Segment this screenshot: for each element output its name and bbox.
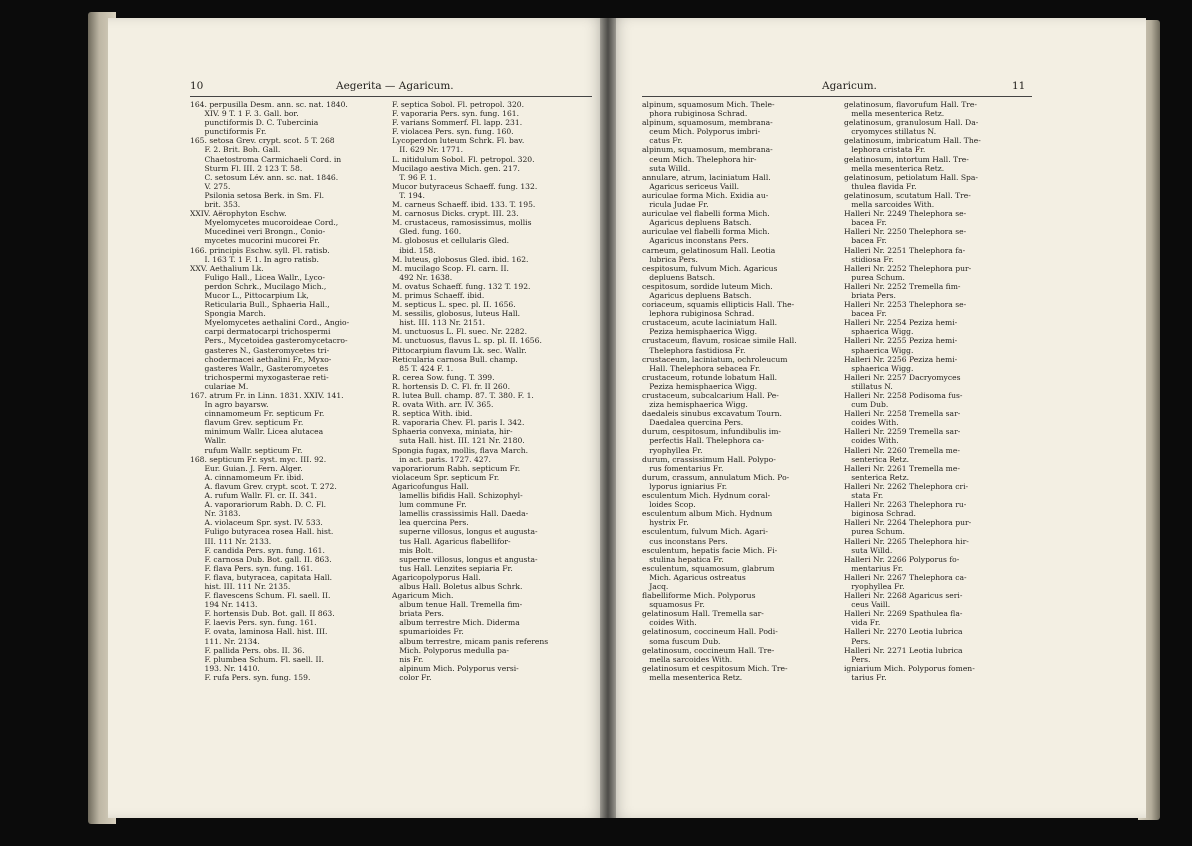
text-line: crustaceum, subcalcarium Hall. Pe- <box>642 391 779 400</box>
text-line: F. plumbea Schum. Fl. saell. II. <box>190 654 324 664</box>
text-line: Mucedinei veri Brongn., Conio- <box>190 227 326 237</box>
text-column-1 <box>190 100 386 682</box>
text-line: Halleri Nr. 2258 Tremella sar- <box>844 409 961 419</box>
right-page <box>608 18 1146 818</box>
text-line: Spongia March. <box>190 309 266 319</box>
text-line: bacea Fr. <box>844 236 887 246</box>
text-line: M. crustaceus, ramosissimus, mollis <box>392 218 532 228</box>
text-line: XXIV. Aërophyton Eschw. <box>190 209 287 219</box>
text-line: Halleri Nr. 2259 Tremella sar- <box>844 427 961 437</box>
text-line: Halleri Nr. 2252 Thelephora pur- <box>844 263 972 273</box>
text-line: tus Hall. Lenzites sepiaria Fr. <box>392 563 513 573</box>
text-line: briata Pers. <box>392 609 444 619</box>
text-line: gasteres Wallr., Gasteromycetes <box>190 363 329 373</box>
text-line: 85 T. 424 F. 1. <box>392 363 454 373</box>
text-line: superne villosus, longus et angusta- <box>392 554 538 564</box>
text-line: 492 Nr. 1638. <box>392 272 453 282</box>
text-line: Reticularia carnosa Bull. champ. <box>392 354 518 364</box>
text-line: Thelephora fastidiosa Fr. <box>642 345 746 355</box>
text-line: F. rufa Pers. syn. fung. 159. <box>190 672 311 682</box>
text-line: Halleri Nr. 2260 Tremella me- <box>844 445 960 455</box>
text-line: A. vaporariorum Rabh. D. C. Fl. <box>190 500 327 510</box>
text-line: Halleri Nr. 2261 Tremella me- <box>844 463 960 473</box>
text-line: R. ovata With. arr. IV. 365. <box>392 400 494 410</box>
text-line: auriculae vel flabelli forma Mich. <box>642 209 770 219</box>
text-line: stidiosa Fr. <box>844 254 894 264</box>
text-line: L. nitidulum Sobol. Fl. petropol. 320. <box>392 154 535 164</box>
text-line: Agaricum Mich. <box>392 591 454 601</box>
text-column-1 <box>642 100 834 682</box>
text-line: F. violacea Pers. syn. fung. 160. <box>392 127 514 137</box>
text-line: gelatinosum Hall. Tremella sar- <box>642 609 764 619</box>
text-line: rus fomentarius Fr. <box>642 463 724 473</box>
text-line: annulare, atrum, laciniatum Hall. <box>642 172 771 182</box>
text-line: carpi dermatocarpi trichospermi <box>190 327 331 337</box>
text-line: F. carnosa Dub. Bot. gall. II. 863. <box>190 554 332 564</box>
text-line: in act. paris. 1727. 427. <box>392 454 491 464</box>
text-line: Agaricus inconstans Pers. <box>642 236 749 246</box>
text-line: ceum Mich. Polyporus imbri- <box>642 127 761 137</box>
text-line: Agaricus sericeus Vaill. <box>642 181 740 191</box>
running-title: Agaricum. <box>822 80 877 92</box>
text-line: carneum, gelatinosum Hall. Leotia <box>642 245 776 255</box>
text-line: vaporariorum Rabh. septicum Fr. <box>392 463 521 473</box>
text-column-2 <box>392 100 592 682</box>
text-line: perfectis Hall. Thelephora ca- <box>642 436 765 446</box>
text-line: C. setosum Lév. ann. sc. nat. 1846. <box>190 172 339 182</box>
text-line: gelatinosum, coccineum Hall. Tre- <box>642 645 775 655</box>
text-line: Daedalea quercina Pers. <box>642 418 744 428</box>
text-line: auriculae vel flabelli forma Mich. <box>642 227 770 237</box>
text-line: Chaetostroma Carmichaeli Cord. in <box>190 154 342 164</box>
text-line: Gled. fung. 160. <box>392 227 462 237</box>
text-line: spumarioides Fr. <box>392 627 464 637</box>
text-line: Sturm Fl. III. 2 123 T. 58. <box>190 163 303 173</box>
text-line: hist. III. 113 Nr. 2151. <box>392 318 486 328</box>
text-line: catus Fr. <box>642 136 683 146</box>
text-line: A. violaceum Spr. syst. IV. 533. <box>190 518 323 528</box>
text-line: cum Dub. <box>844 400 889 410</box>
text-line: Peziza hemisphaerica Wigg. <box>642 381 758 391</box>
page-number: 10 <box>190 80 204 92</box>
text-line: vida Fr. <box>844 618 881 628</box>
text-line: Halleri Nr. 2258 Podisoma fus- <box>844 391 963 400</box>
text-line: F. laevis Pers. syn. fung. 161. <box>190 618 317 628</box>
left-page <box>108 18 608 818</box>
text-line: cinnamomeum Fr. septicum Fr. <box>190 409 325 419</box>
text-line: esculentum album Mich. Hydnum <box>642 509 773 519</box>
text-column-2 <box>844 100 1036 682</box>
text-line: bacea Fr. <box>844 218 887 228</box>
text-line: Nr. 3183. <box>190 509 241 519</box>
text-line: ceum Mich. Thelephora hir- <box>642 154 757 164</box>
text-line: igniarium Mich. Polyporus fomen- <box>844 663 975 673</box>
text-line: sphaerica Wigg. <box>844 345 914 355</box>
text-line: M. unctuosus L. Fl. suec. Nr. 2282. <box>392 327 528 337</box>
text-line: culariae M. <box>190 381 249 391</box>
text-line: hystrix Fr. <box>642 518 689 528</box>
text-line: ricula Judae Fr. <box>642 200 709 210</box>
text-line: I. 163 T. 1 F. 1. In agro ratisb. <box>190 254 319 264</box>
text-line: Pers. <box>844 636 871 646</box>
text-line: Mich. Agaricus ostreatus <box>642 572 746 582</box>
text-line: M. ovatus Schaeff. fung. 132 T. 192. <box>392 281 531 291</box>
text-line: ziza hemisphaerica Wigg. <box>642 400 748 410</box>
text-line: 111. Nr. 2134. <box>190 636 260 646</box>
text-line: purea Schum. <box>844 272 905 282</box>
text-line: Halleri Nr. 2268 Agaricus seri- <box>844 591 963 601</box>
text-line: Myelomycetes aethalini Cord., Angio- <box>190 318 350 328</box>
text-line: Halleri Nr. 2269 Spathulea fla- <box>844 609 963 619</box>
text-line: flavum Grev. septicum Fr. <box>190 418 304 428</box>
text-line: depluens Batsch. <box>642 272 716 282</box>
text-line: Agaricofungus Hall. <box>392 481 469 491</box>
text-line: squamosus Fr. <box>642 600 705 610</box>
text-line: mentarius Fr. <box>844 563 904 573</box>
text-line: punctiformis Fr. <box>190 127 267 137</box>
text-line: lubrica Pers. <box>642 254 698 264</box>
text-line: M. carneus Schaeff. ibid. 133. T. 195. <box>392 200 536 210</box>
text-line: thulea flavida Fr. <box>844 181 917 191</box>
text-line: suta Hall. hist. III. 121 Nr. 2180. <box>392 436 525 446</box>
text-line: crustaceum, acute laciniatum Hall. <box>642 318 778 328</box>
text-line: A. rufum Wallr. Fl. cr. II. 341. <box>190 491 317 501</box>
text-line: Halleri Nr. 2249 Thelephora se- <box>844 209 967 219</box>
text-line: minimum Wallr. Licea alutacea <box>190 427 324 437</box>
text-line: album tenue Hall. Tremella fim- <box>392 600 523 610</box>
text-line: Reticularia Bull., Sphaeria Hall., <box>190 300 330 310</box>
text-line: III. 111 Nr. 2133. <box>190 536 272 546</box>
text-line: tarius Fr. <box>844 672 887 682</box>
text-line: Spongia fugax, mollis, flava March. <box>392 445 529 455</box>
text-line: Agaricopolyporus Hall. <box>392 572 481 582</box>
text-line: tus Hall. Agaricus flabellifor- <box>392 536 511 546</box>
text-line: gelatinosum, coccineum Hall. Podi- <box>642 627 778 637</box>
text-line: Pittocarpium flavum Lk. sec. Wallr. <box>392 345 527 355</box>
text-line: F. candida Pers. syn. fung. 161. <box>190 545 325 555</box>
text-line: stulina hepatica Fr. <box>642 554 724 564</box>
text-line: F. hortensis Dub. Bot. gall. II 863. <box>190 609 335 619</box>
text-line: Mucor L., Pittocarpium Lk, <box>190 290 309 300</box>
text-line: M. primus Schaeff. ibid. <box>392 290 485 300</box>
text-line: soma fuscum Dub. <box>642 636 721 646</box>
text-line: daedaleis sinubus excavatum Tourn. <box>642 409 782 419</box>
text-line: esculentum, squamosum, glabrum <box>642 563 775 573</box>
text-line: T. 194. <box>392 190 425 200</box>
text-line: Mich. Polyporus medulla pa- <box>392 645 509 655</box>
text-line: Halleri Nr. 2266 Polyporus fo- <box>844 554 960 564</box>
text-line: 166. principis Eschw. syll. Fl. ratisb. <box>190 245 330 255</box>
text-line: Mucor butyraceus Schaeff. fung. 132. <box>392 181 538 191</box>
text-line: Agaricus depluens Batsch. <box>642 290 752 300</box>
text-line: alpinum, squamosum Mich. Thele- <box>642 100 775 109</box>
text-line: Sphaeria convexa, miniata, hir- <box>392 427 513 437</box>
text-line: ryophyllea Fr. <box>642 445 703 455</box>
text-line: crustaceum, rotunde lobatum Hall. <box>642 372 778 382</box>
text-line: F. vaporaria Pers. syn. fung. 161. <box>392 109 520 119</box>
text-line: nis Fr. <box>392 654 424 664</box>
text-line: suta Willd. <box>642 163 691 173</box>
text-line: Halleri Nr. 2251 Thelephora fa- <box>844 245 966 255</box>
text-line: cespitosum, fulvum Mich. Agaricus <box>642 263 778 273</box>
text-line: Halleri Nr. 2271 Leotia lubrica <box>844 645 963 655</box>
text-line: In agro bayarsw. <box>190 400 269 410</box>
text-line: 167. atrum Fr. in Linn. 1831. XXIV. 141. <box>190 391 344 400</box>
text-line: mella mesenterica Retz. <box>844 109 945 119</box>
text-line: A. cinnamomeum Fr. ibid. <box>190 472 304 482</box>
text-line: brit. 353. <box>190 200 241 210</box>
text-line: lum commune Fr. <box>392 500 467 510</box>
text-line: mycetes mucorini mucorei Fr. <box>190 236 320 246</box>
text-line: ceus Vaill. <box>844 600 891 610</box>
text-line: R. vaporaria Chev. Fl. paris I. 342. <box>392 418 525 428</box>
text-line: stillatus N. <box>844 381 893 391</box>
text-line: sphaerica Wigg. <box>844 363 914 373</box>
text-line: senterica Retz. <box>844 454 909 464</box>
text-line: mella mesenterica Retz. <box>642 672 743 682</box>
text-line: Halleri Nr. 2270 Leotia lubrica <box>844 627 963 637</box>
text-line: mis Bolt. <box>392 545 434 555</box>
text-line: flabelliforme Mich. Polyporus <box>642 591 756 601</box>
text-line: Fuligo butyracea rosea Hall. hist. <box>190 527 334 537</box>
text-line: gelatinosum et cespitosum Mich. Tre- <box>642 663 788 673</box>
text-line: XXV. Aethalium Lk. <box>190 263 264 273</box>
text-line: album terrestre Mich. Diderma <box>392 618 520 628</box>
text-line: F. flava Pers. syn. fung. 161. <box>190 563 313 573</box>
text-line: lamellis crassissimis Hall. Daeda- <box>392 509 529 519</box>
text-line: bacea Fr. <box>844 309 887 319</box>
text-line: hist. III. 111 Nr. 2135. <box>190 581 291 591</box>
text-line: auriculae forma Mich. Exidia au- <box>642 190 769 200</box>
page-number: 11 <box>1012 80 1026 92</box>
text-line: loides Scop. <box>642 500 696 510</box>
text-line: mella mesenterica Retz. <box>844 163 945 173</box>
text-line: gelatinosum, petiolatum Hall. Spa- <box>844 172 978 182</box>
text-line: gelatinosum, scutatum Hall. Tre- <box>844 190 971 200</box>
text-line: Halleri Nr. 2252 Tremella fim- <box>844 281 961 291</box>
text-line: Pers., Mycetoidea gasteromycetacro- <box>190 336 348 346</box>
text-line: lephora rubiginosa Schrad. <box>642 309 755 319</box>
text-line: durum, crassum, annulatum Mich. Po- <box>642 472 790 482</box>
text-line: M. mucilago Scop. Fl. carn. II. <box>392 263 509 273</box>
text-line: crustaceum, flavum, rosicae simile Hall. <box>642 336 797 346</box>
text-line: gelatinosum, flavorufum Hall. Tre- <box>844 100 977 109</box>
text-line: punctiformis D. C. Tubercinia <box>190 118 319 128</box>
text-line: M. septicus L. spec. pl. II. 1656. <box>392 300 516 310</box>
text-line: 165. setosa Grev. crypt. scot. 5 T. 268 <box>190 136 335 146</box>
text-line: biginosa Schrad. <box>844 509 916 519</box>
text-line: F. pallida Pers. obs. II. 36. <box>190 645 305 655</box>
text-line: Halleri Nr. 2257 Dacryomyces <box>844 372 961 382</box>
text-line: gelatinosum, granulosum Hall. Da- <box>844 118 979 128</box>
text-line: cespitosum, sordide luteum Mich. <box>642 281 773 291</box>
text-line: F. septica Sobol. Fl. petropol. 320. <box>392 100 525 109</box>
text-line: Halleri Nr. 2263 Thelephora ru- <box>844 500 967 510</box>
text-line: Halleri Nr. 2267 Thelephora ca- <box>844 572 967 582</box>
text-line: 164. perpusilla Desm. ann. sc. nat. 1840. <box>190 100 348 109</box>
text-line: R. septica With. ibid. <box>392 409 473 419</box>
text-line: durum, crassissimum Hall. Polypo- <box>642 454 776 464</box>
text-line: Halleri Nr. 2265 Thelephora hir- <box>844 536 969 546</box>
text-line: Halleri Nr. 2262 Thelephora cri- <box>844 481 969 491</box>
text-line: ryophyllea Fr. <box>844 581 905 591</box>
text-line: Hall. Thelephora sebacea Fr. <box>642 363 761 373</box>
text-line: Eur. Guian. J. Fern. Alger. <box>190 463 303 473</box>
text-line: alpinum Mich. Polyporus versi- <box>392 663 519 673</box>
text-line: coriaceum, squamis ellipticis Hall. The- <box>642 300 795 310</box>
text-line: phora rubiginosa Schrad. <box>642 109 748 119</box>
text-line: cryomyces stillatus N. <box>844 127 937 137</box>
text-line: albus Hall. Boletus albus Schrk. <box>392 581 523 591</box>
text-line: F. varians Sommerf. Fl. lapp. 231. <box>392 118 523 128</box>
text-line: gelatinosum, intortum Hall. Tre- <box>844 154 969 164</box>
text-line: coides With. <box>844 436 899 446</box>
text-line: perdon Schrk., Mucilago Mich., <box>190 281 327 291</box>
text-line: R. lutea Bull. champ. 87. T. 380. F. 1. <box>392 391 534 400</box>
text-line: M. unctuosus, flavus L. sp. pl. II. 1656. <box>392 336 542 346</box>
text-line: 193. Nr. 1410. <box>190 663 260 673</box>
text-line: R. hortensis D. C. Fl. fr. II 260. <box>392 381 511 391</box>
text-line: album terrestre, micam panis referens <box>392 636 549 646</box>
text-line: esculentum, hepatis facie Mich. Fi- <box>642 545 778 555</box>
text-line: trichospermi myxogasterae reti- <box>190 372 329 382</box>
text-line: purea Schum. <box>844 527 905 537</box>
text-line: esculentum, fulvum Mich. Agari- <box>642 527 768 537</box>
text-line: V. 275. <box>190 181 231 191</box>
text-line: briata Pers. <box>844 290 896 300</box>
text-line: M. carnosus Dicks. crypt. III. 23. <box>392 209 519 219</box>
text-line: XIV. 9 T. 1 F. 3. Gall. bor. <box>190 109 299 119</box>
text-line: Halleri Nr. 2264 Thelephora pur- <box>844 518 972 528</box>
text-line: R. cerea Sow. fung. T. 399. <box>392 372 495 382</box>
text-line: coides With. <box>844 418 899 428</box>
text-line: Halleri Nr. 2255 Peziza hemi- <box>844 336 958 346</box>
text-line: ibid. 158. <box>392 245 436 255</box>
text-line: lephora cristata Fr. <box>844 145 926 155</box>
text-line: chodermacei aethalini Fr., Myxo- <box>190 354 332 364</box>
text-line: Myelomycetes mucoroideae Cord., <box>190 218 339 228</box>
text-line: lyporus igniarius Fr. <box>642 481 728 491</box>
text-line: lamellis bifidis Hall. Schizophyl- <box>392 491 523 501</box>
text-line: Halleri Nr. 2256 Peziza hemi- <box>844 354 958 364</box>
text-line: senterica Retz. <box>844 472 909 482</box>
text-line: Peziza hemisphaerica Wigg. <box>642 327 758 337</box>
text-line: esculentum Mich. Hydnum coral- <box>642 491 771 501</box>
text-line: M. globosus et cellularis Gled. <box>392 236 510 246</box>
text-line: durum, cespitosum, infundibulis im- <box>642 427 781 437</box>
text-line: stata Fr. <box>844 491 884 501</box>
text-line: superne villosus, longus et augusta- <box>392 527 538 537</box>
text-line: gasteres N., Gasteromycetes tri- <box>190 345 330 355</box>
text-line: suta Willd. <box>844 545 893 555</box>
text-line: gelatinosum, imbricatum Hall. The- <box>844 136 981 146</box>
text-line: II. 629 Nr. 1771. <box>392 145 463 155</box>
text-line: violaceum Spr. septicum Fr. <box>392 472 500 482</box>
text-line: sphaerica Wigg. <box>844 327 914 337</box>
text-line: rufum Wallr. septicum Fr. <box>190 445 303 455</box>
book-gutter <box>600 18 616 818</box>
text-line: Halleri Nr. 2254 Peziza hemi- <box>844 318 958 328</box>
text-line: Halleri Nr. 2250 Thelephora se- <box>844 227 967 237</box>
text-line: 168. septicum Fr. syst. myc. III. 92. <box>190 454 327 464</box>
text-line: color Fr. <box>392 672 432 682</box>
text-line: Agaricus depluens Batsch. <box>642 218 752 228</box>
text-line: Pers. <box>844 654 871 664</box>
text-line: Wallr. <box>190 436 227 446</box>
text-line: Mucilago aestiva Mich. gen. 217. <box>392 163 520 173</box>
text-line: lea quercina Pers. <box>392 518 469 528</box>
text-line: crustaceum, laciniatum, ochroleucum <box>642 354 788 364</box>
text-line: Psilonia setosa Berk. in Sm. Fl. <box>190 190 325 200</box>
running-title: Aegerita — Agaricum. <box>336 80 454 92</box>
text-line: T. 96 F. 1. <box>392 172 437 182</box>
text-line: alpinum, squamosum, membrana- <box>642 145 773 155</box>
text-line: Fuligo Hall., Licea Wallr., Lyco- <box>190 272 325 282</box>
text-line: alpinum, squamosum, membrana- <box>642 118 773 128</box>
text-line: F. flava, butyracea, capitata Hall. <box>190 572 333 582</box>
text-line: Jacq. <box>642 581 669 591</box>
text-line: Lycoperdon luteum Schrk. Fl. bav. <box>392 136 525 146</box>
text-line: M. sessilis, globosus, luteus Hall. <box>392 309 521 319</box>
text-line: Halleri Nr. 2253 Thelephora se- <box>844 300 967 310</box>
header-rule <box>190 96 592 97</box>
text-line: F. 2. Brit. Boh. Gall. <box>190 145 281 155</box>
text-line: coides With. <box>642 618 697 628</box>
text-line: F. ovata, laminosa Hall. hist. III. <box>190 627 328 637</box>
text-line: F. flavescens Schum. Fl. saell. II. <box>190 591 331 601</box>
header-rule <box>642 96 1032 97</box>
text-line: mella sarcoides With. <box>642 654 733 664</box>
text-line: A. flavum Grev. crypt. scot. T. 272. <box>190 481 337 491</box>
text-line: 194 Nr. 1413. <box>190 600 258 610</box>
text-line: mella sarcoides With. <box>844 200 935 210</box>
text-line: M. luteus, globosus Gled. ibid. 162. <box>392 254 529 264</box>
text-line: cus inconstans Pers. <box>642 536 728 546</box>
